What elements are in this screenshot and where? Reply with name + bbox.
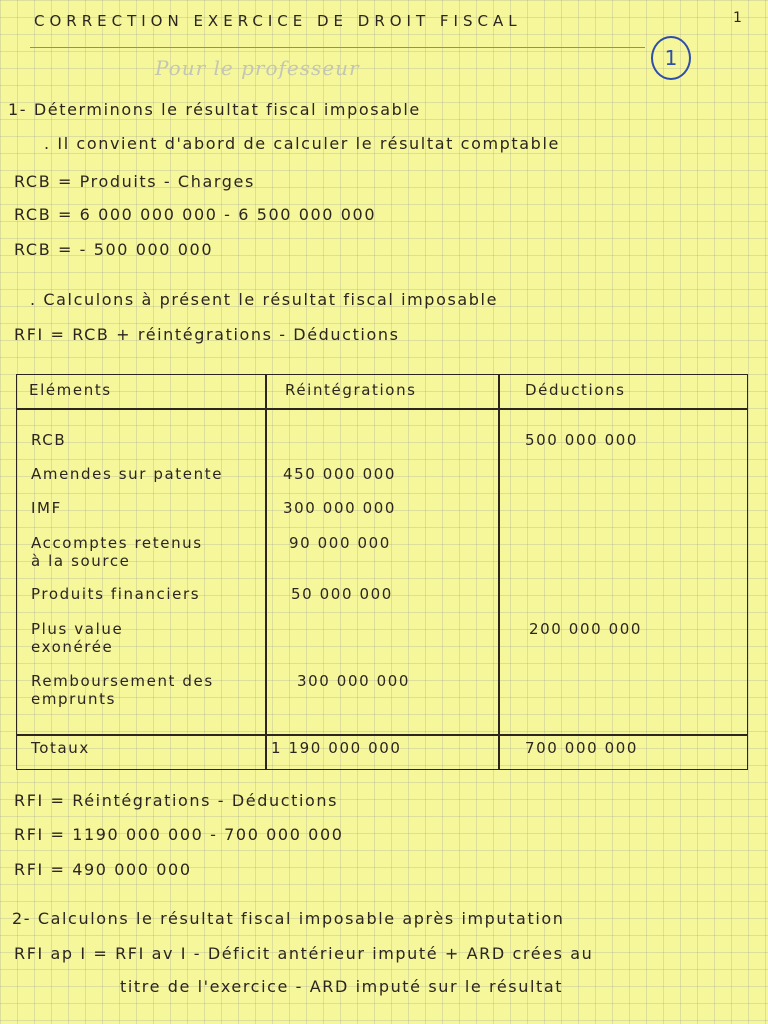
table-row-reintegration: 300 000 000	[283, 499, 397, 517]
rfi-line-3: RFI = 490 000 000	[14, 860, 192, 879]
section2-formula-line-1: RFI ap I = RFI av I - Déficit antérieur imputé + ARD crées au	[14, 944, 594, 963]
circled-number: 1	[651, 36, 691, 80]
rfi-intro: . Calculons à présent le résultat fiscal imposable	[30, 290, 499, 309]
section2-heading: 2- Calculons le résultat fiscal imposable après imputation	[12, 909, 565, 928]
table-header-deductions: Déductions	[525, 381, 626, 399]
table-row-element: Plus value exonérée	[31, 620, 124, 656]
table-row-reintegration: 450 000 000	[283, 465, 397, 483]
rcb-line-1: RCB = Produits - Charges	[14, 172, 255, 191]
section1-intro: . Il convient d'abord de calculer le résultat comptable	[44, 134, 560, 153]
table-row-element: Amendes sur patente	[31, 465, 224, 483]
table-row-element: Remboursement des emprunts	[31, 672, 214, 708]
rfi-line-1: RFI = Réintégrations - Déductions	[14, 791, 339, 810]
table-row-element: Accomptes retenus à la source	[31, 534, 203, 570]
table-header-divider	[17, 408, 747, 410]
rfi-line-2: RFI = 1190 000 000 - 700 000 000	[14, 825, 344, 844]
table-column-divider-2	[498, 375, 500, 769]
pencil-annotation: Pour le professeur	[155, 56, 360, 80]
table-row-reintegration: 300 000 000	[297, 672, 411, 690]
document-title: CORRECTION EXERCICE DE DROIT FISCAL	[34, 12, 522, 30]
page-number: 1	[733, 10, 744, 26]
table-row-reintegration: 90 000 000	[289, 534, 391, 552]
title-underline	[30, 47, 645, 48]
table-header-elements: Eléments	[29, 381, 112, 399]
table-row-deduction: 200 000 000	[529, 620, 643, 638]
rcb-line-3: RCB = - 500 000 000	[14, 240, 214, 259]
section1-heading: 1- Déterminons le résultat fiscal imposable	[8, 100, 421, 119]
section2-formula-line-2: titre de l'exercice - ARD imputé sur le résultat	[120, 977, 564, 996]
table-totals-deductions: 700 000 000	[525, 739, 639, 757]
table-row-element: IMF	[31, 499, 62, 517]
table-column-divider-1	[265, 375, 267, 769]
table-totals-divider	[17, 734, 747, 736]
table-totals-reintegrations: 1 190 000 000	[271, 739, 402, 757]
rcb-line-2: RCB = 6 000 000 000 - 6 500 000 000	[14, 205, 377, 224]
table-row-deduction: 500 000 000	[525, 431, 639, 449]
table-totals-label: Totaux	[31, 739, 90, 757]
table-row-reintegration: 50 000 000	[291, 585, 393, 603]
table-header-reintegrations: Réintégrations	[285, 381, 417, 399]
table-row-element: Produits financiers	[31, 585, 201, 603]
table-row-element: RCB	[31, 431, 67, 449]
fiscal-table	[16, 374, 748, 770]
rfi-formula: RFI = RCB + réintégrations - Déductions	[14, 325, 400, 344]
